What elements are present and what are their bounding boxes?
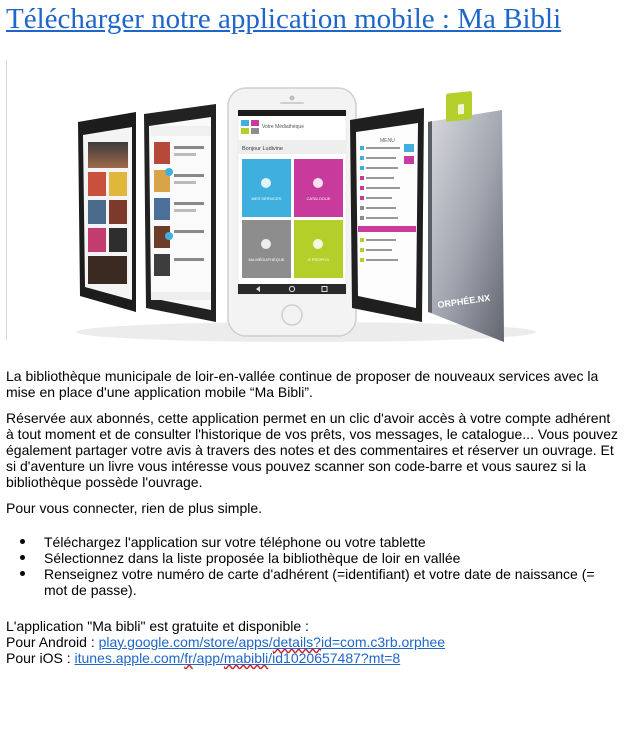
step-text: Téléchargez l'application sur votre téléphone ou votre tablette xyxy=(44,534,426,550)
list-item xyxy=(6,566,618,598)
tile-label-catalogue: CATALOGUE xyxy=(306,196,331,201)
ios-line xyxy=(6,650,618,666)
page-title[interactable]: Télécharger notre application mobile : Ma Bibli xyxy=(6,3,562,35)
bullet-icon xyxy=(20,571,25,576)
tile-label-apropos: À PROPOS xyxy=(308,257,329,262)
availability-section xyxy=(6,618,618,666)
brochure-brand-text: ORPHÉE.NX xyxy=(436,292,491,310)
list-item xyxy=(6,534,618,550)
connect-intro-paragraph: Pour vous connecter, rien de plus simple. xyxy=(6,500,263,516)
tile-label-services: MES SERVICES xyxy=(251,196,282,201)
phone-center xyxy=(228,88,356,336)
android-line xyxy=(6,634,618,650)
intro-paragraph: La bibliothèque municipale de loir-en-vallée continue de proposer de nouveaux services avec la mise en place d'une application mobile “Ma Bibli”. xyxy=(6,368,599,400)
list-item xyxy=(6,550,618,566)
ios-store-link[interactable]: itunes.apple.com/fr/app/mabibli/id1020657487?mt=8 xyxy=(74,650,401,666)
ios-label: Pour iOS : xyxy=(6,650,75,666)
tile-label-mediatheque: MA MÉDIATHÈQUE xyxy=(248,257,285,262)
tile-catalogue xyxy=(294,159,343,217)
android-store-link[interactable]: play.google.com/store/apps/details?id=com.c3rb.orphee xyxy=(98,634,446,650)
bullet-icon xyxy=(20,539,25,544)
phone-left xyxy=(144,104,216,322)
availability-text: L'application "Ma bibli" est gratuite et disponible : xyxy=(6,618,309,634)
step-text: Sélectionnez dans la liste proposée la bibliothèque de loir en vallée xyxy=(44,550,461,566)
menu-label: MENU xyxy=(380,138,395,144)
phone-welcome-text: Bonjour Ludivine xyxy=(242,146,283,152)
tile-services xyxy=(242,159,291,217)
orphee-brochure xyxy=(428,91,504,342)
bullet-icon xyxy=(20,555,25,560)
connection-steps-list xyxy=(6,534,618,598)
step-text: Renseignez votre numéro de carte d'adhérent (=identifiant) et votre date de naissance (= mot de passe). xyxy=(44,566,595,598)
features-paragraph: Réservée aux abonnés, cette application permet en un clic d'avoir accès à votre compte adhérent à tout moment et de consulter l'historique de vos prêts, vos messages, le catalogue... Vous pouvez également partager votre avis à travers des notes et des commentaires et réserver un ouvrage. Et si d'aventure un livre vous intéresse vous pouvez scanner son code-barre et vous saurez si la bibliothèque possède l'ouvrage. xyxy=(6,410,619,490)
tile-apropos xyxy=(294,220,343,278)
phone-right xyxy=(350,108,424,322)
app-promo-image xyxy=(6,60,622,350)
phone-header-text: Votre Médiathèque xyxy=(262,124,304,130)
android-label: Pour Android : xyxy=(6,634,99,650)
tile-mediatheque xyxy=(242,220,291,278)
phone-far-left xyxy=(78,112,136,312)
